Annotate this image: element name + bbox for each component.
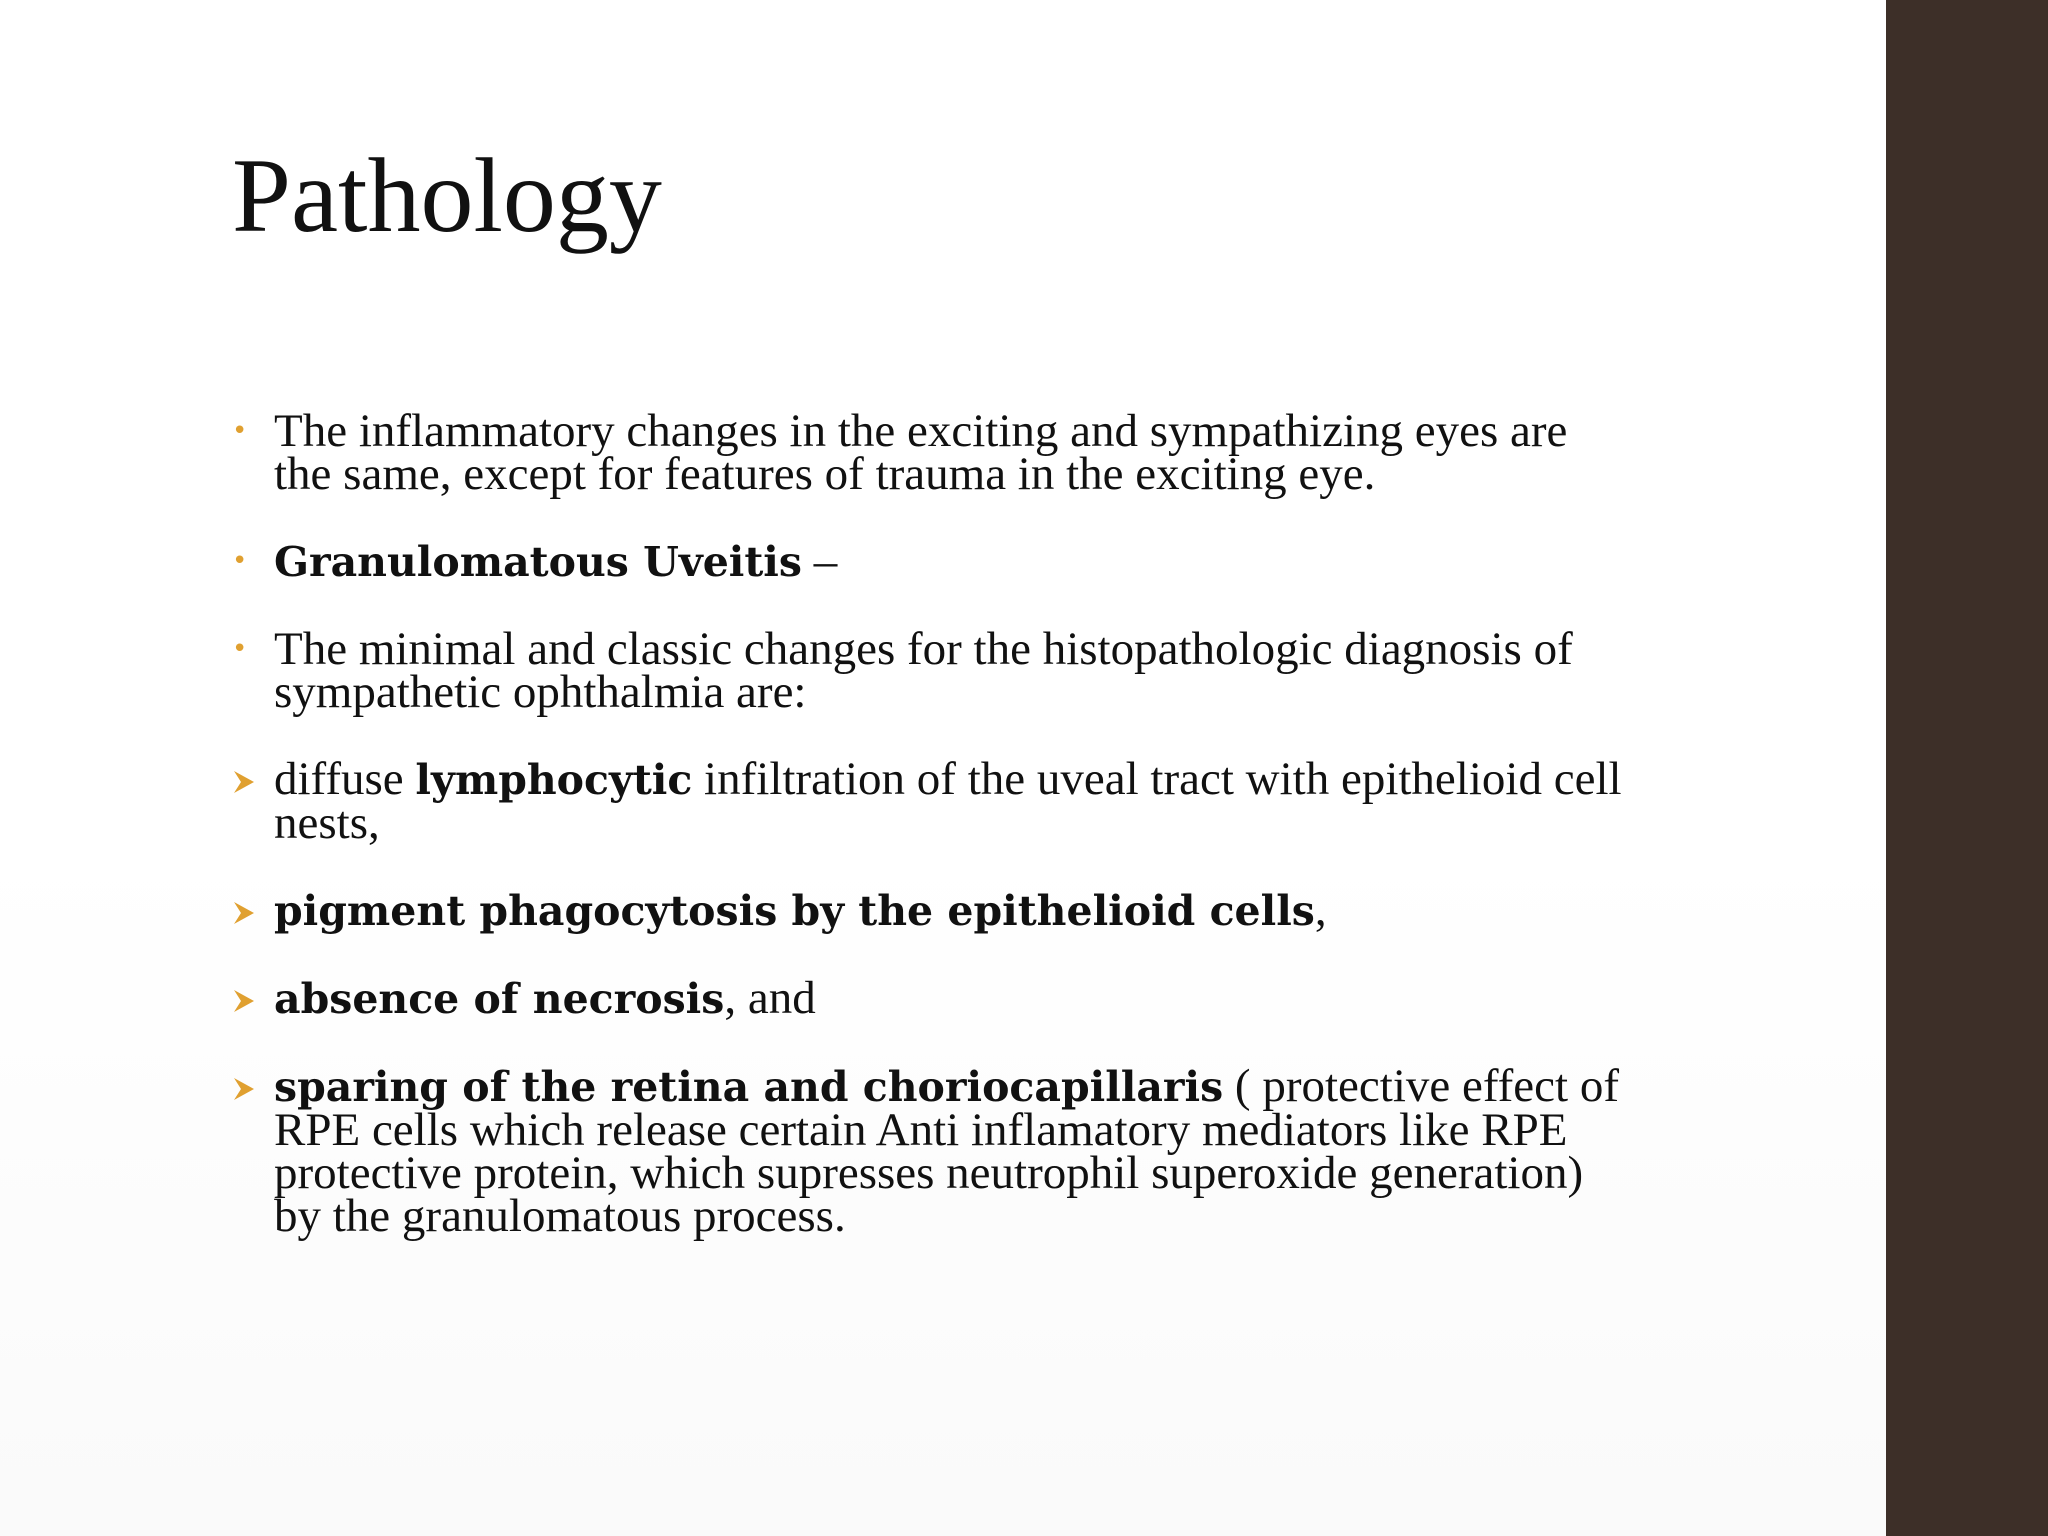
sub-bullet-item — [232, 972, 1632, 1024]
bullet-text-bold: Granulomatous Uveitis — [274, 538, 802, 586]
bullet-item — [232, 623, 1632, 718]
bullet-text — [274, 884, 1327, 936]
bullet-text-part: ( protective effect of RPE cells which release certain Anti inflamatory mediators like RPE protective protein, which supresses neutrophil superoxide generation) by the granulomatous process. — [274, 1060, 1619, 1242]
arrow-bullet-icon — [232, 1065, 262, 1110]
bullet-text-part: The minimal and classic changes for the histopathologic diagnosis of sympathetic ophthalmia are: — [274, 623, 1573, 718]
bullet-text — [274, 623, 1573, 718]
bullet-text-bold: lymphocytic — [415, 756, 693, 804]
bullet-text — [274, 1060, 1619, 1242]
bullet-text-part: diffuse — [274, 753, 416, 805]
arrow-bullet-icon — [232, 758, 262, 803]
bullet-text-bold: pigment phagocytosis by the epithelioid cells — [274, 887, 1315, 935]
arrow-bullet-icon — [232, 977, 262, 1022]
bullet-text — [274, 753, 1622, 849]
bullet-text-part: , and — [724, 972, 816, 1024]
sub-bullet-item — [232, 884, 1632, 936]
bullet-dot-icon: • — [232, 416, 248, 446]
bullet-text-bold: absence of necrosis — [274, 975, 725, 1023]
bullet-text-part: – — [801, 535, 838, 587]
bullet-text — [274, 535, 837, 587]
bullet-text — [274, 972, 816, 1024]
bullet-list — [232, 405, 1632, 1282]
bullet-item — [232, 535, 1632, 587]
arrow-bullet-icon — [232, 889, 262, 934]
bullet-text-bold: sparing of the retina and choriocapillaris — [274, 1063, 1224, 1111]
decorative-sidebar — [1886, 0, 2048, 1536]
bullet-text-part: The inflammatory changes in the exciting and sympathizing eyes are the same, except for features of trauma in the exciting eye. — [274, 405, 1568, 500]
sub-bullet-item — [232, 753, 1632, 849]
bullet-text-part: infiltration of the uveal tract with epithelioid cell nests, — [274, 753, 1622, 849]
bullet-dot-icon: • — [232, 634, 248, 664]
bullet-text — [274, 405, 1567, 500]
sub-bullet-item — [232, 1060, 1632, 1242]
bullet-text-part: , — [1314, 884, 1327, 936]
bullet-item — [232, 405, 1632, 500]
bullet-dot-icon: • — [232, 546, 248, 576]
slide-title: Pathology — [232, 137, 662, 254]
